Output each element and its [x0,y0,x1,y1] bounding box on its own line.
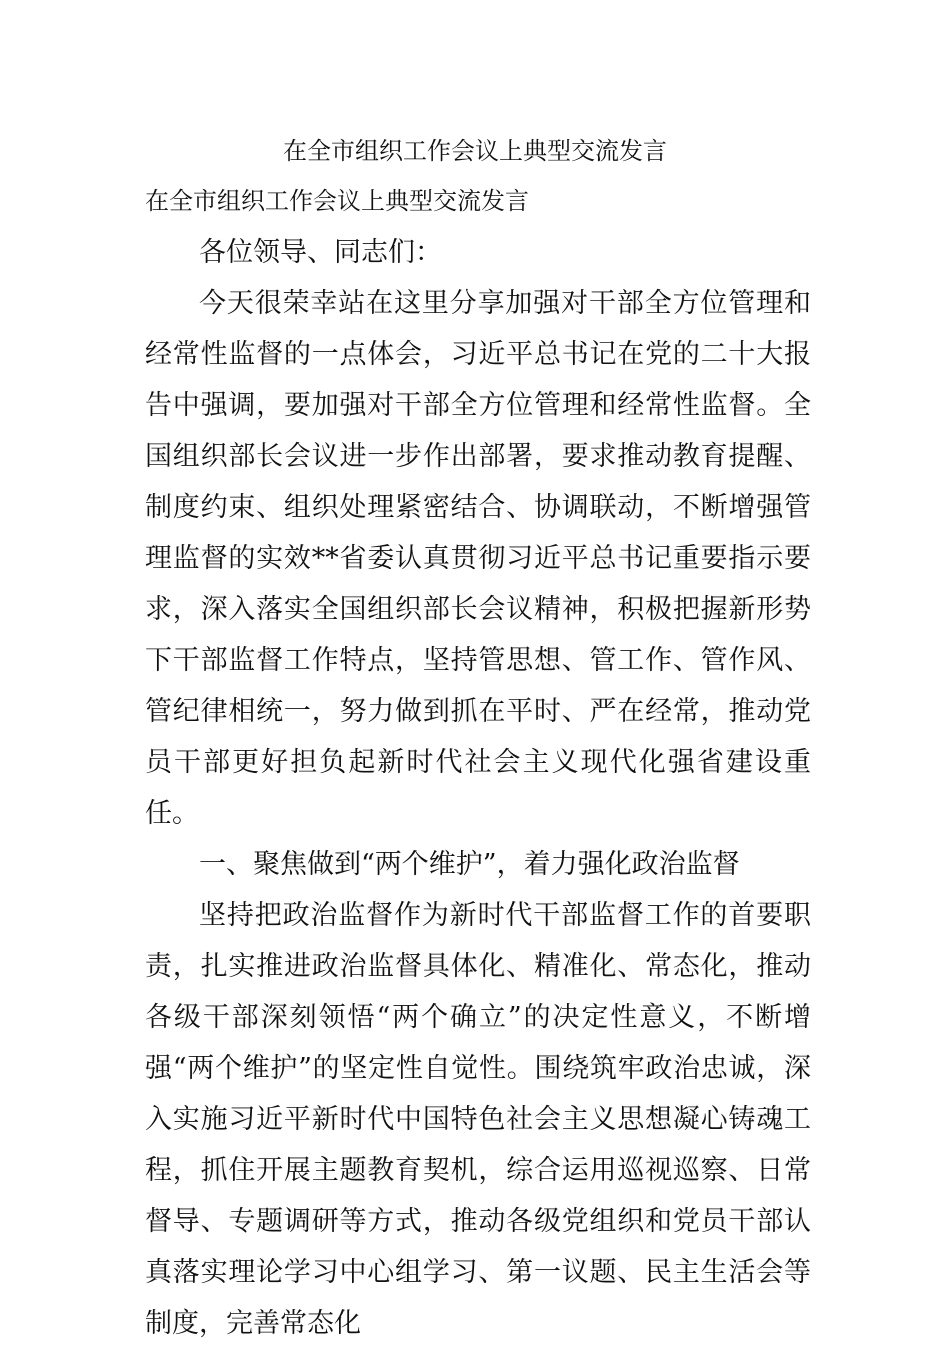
document-body [145,176,811,1349]
intro-paragraph: 今天很荣幸站在这里分享加强对干部全方位管理和经常性监督的一点体会，习近平总书记在党的二十大报告中强调，要加强对干部全方位管理和经常性监督。全国组织部长会议进一步作出部署，要求推动教育提醒、制度约束、组织处理紧密结合、协调联动，不断增强管理监督的实效**省委认真贯彻习近平总书记重要指示要求，深入落实全国组织部长会议精神，积极把握新形势下干部监督工作特点，坚持管思想、管工作、管作风、管纪律相统一，努力做到抓在平时、严在经常，推动党员干部更好担负起新时代社会主义现代化强省建设重任。 [145,288,811,829]
section-heading-1: 一、聚焦做到“两个维护”，着力强化政治监督 [199,849,740,880]
body-heading: 在全市组织工作会议上典型交流发言 [145,187,529,215]
salutation: 各位领导、同志们： [199,237,442,268]
document-title: 在全市组织工作会议上典型交流发言 [283,137,667,165]
section-1-paragraph: 坚持把政治监督作为新时代干部监督工作的首要职责，扎实推进政治监督具体化、精准化、常态化，推动各级干部深刻领悟“两个确立”的决定性意义，不断增强“两个维护”的坚定性自觉性。围绕筑牢政治忠诚，深入实施习近平新时代中国特色社会主义思想凝心铸魂工程，抓住开展主题教育契机，综合运用巡视巡察、日常督导、专题调研等方式，推动各级党组织和党员干部认真落实理论学习中心组学习、第一议题、民主生活会等制度，完善常态化 [145,900,811,1339]
